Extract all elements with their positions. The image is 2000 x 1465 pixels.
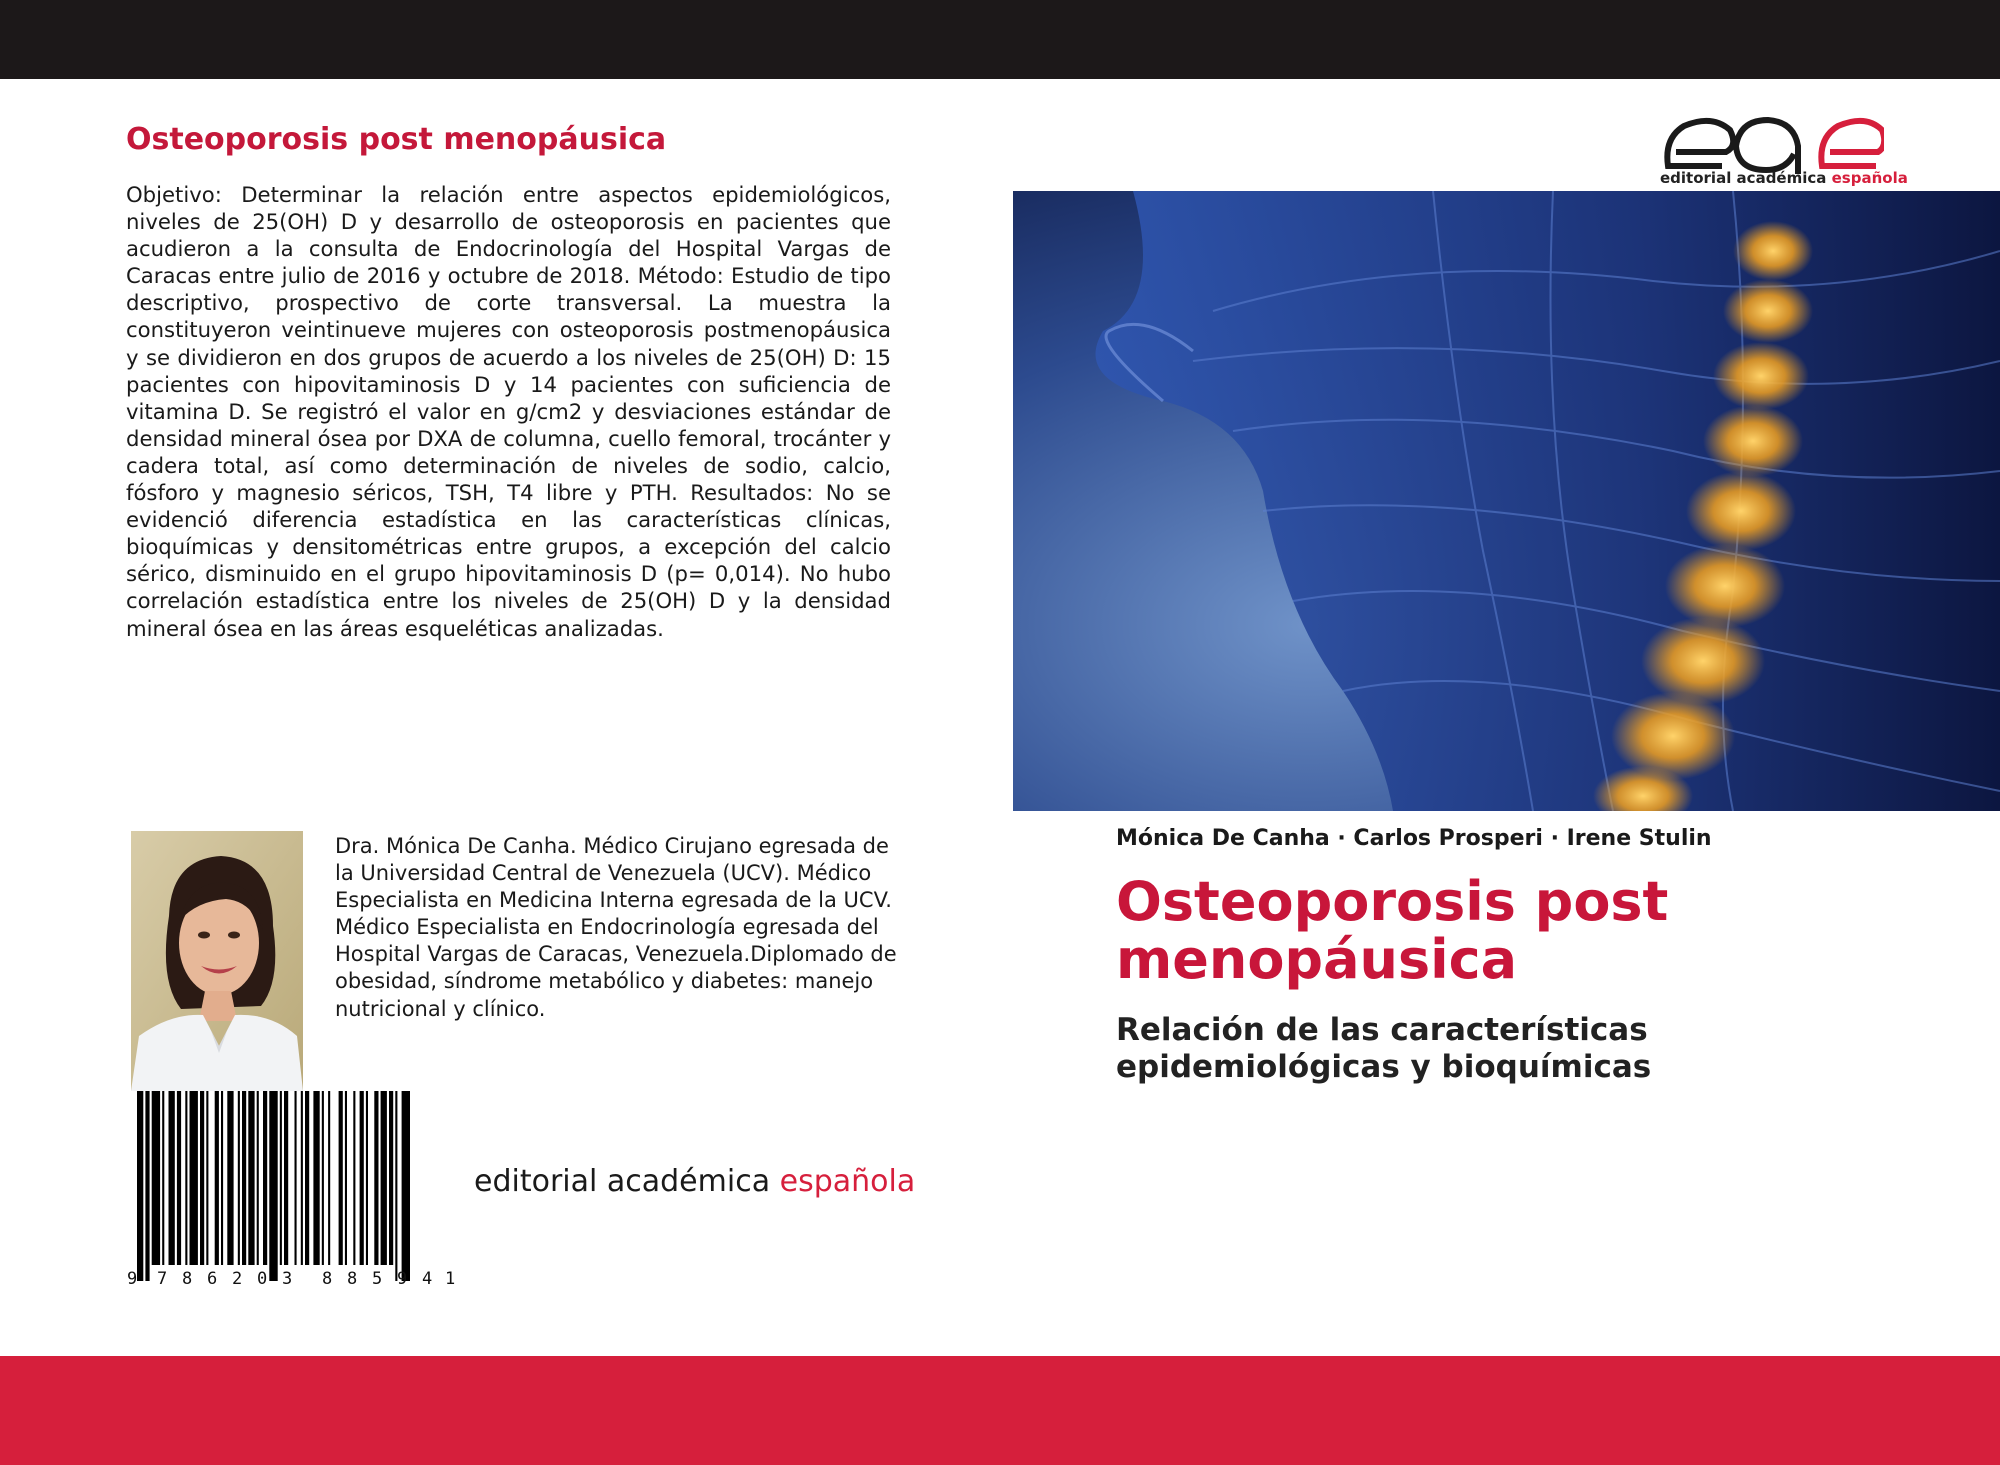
- barcode-bar: [248, 1091, 254, 1265]
- logo-caption-accent: española: [1831, 169, 1908, 187]
- isbn-digit: 5: [372, 1269, 383, 1289]
- barcode-bar: [366, 1091, 368, 1265]
- isbn-digit: 8: [347, 1269, 358, 1289]
- back-publisher-name: [474, 1164, 915, 1199]
- barcode-bar: [360, 1091, 364, 1265]
- barcode-bar: [200, 1091, 204, 1265]
- author-bio: Dra. Mónica De Canha. Médico Cirujano egresada de la Universidad Central de Venezuela (UCV). Médico Especialista en Medicina Interna egresada de la UCV. Médico Especialista en Endocrinología egresada del Hospital Vargas de Caracas, Venezuela.Diplomado de obesidad, síndrome metabólico y diabetes: manejo nutricional y clínico.: [335, 834, 897, 1021]
- barcode-bar: [381, 1091, 387, 1265]
- logo-caption: [1660, 169, 1908, 187]
- isbn-digit: 7: [157, 1269, 168, 1289]
- barcode-bar: [339, 1091, 343, 1265]
- isbn-digit: 1: [445, 1269, 456, 1289]
- isbn-digit: 2: [232, 1269, 243, 1289]
- barcode-bar: [185, 1091, 187, 1265]
- barcode-bar: [295, 1091, 297, 1265]
- top-bar: [0, 0, 2000, 79]
- barcode-bar: [374, 1091, 378, 1265]
- barcode-bar: [322, 1091, 324, 1265]
- barcode-bar: [238, 1091, 240, 1265]
- barcode-bar: [284, 1091, 288, 1265]
- barcode-bar: [389, 1091, 393, 1265]
- isbn-digit: 8: [182, 1269, 193, 1289]
- isbn-digit: 8: [322, 1269, 333, 1289]
- front-authors: Mónica De Canha · Carlos Prosperi · Irene Stulin: [1116, 826, 1712, 851]
- barcode-bar: [137, 1091, 143, 1281]
- isbn-digit: 6: [207, 1269, 218, 1289]
- front-cover-title: Osteoporosis post menopáusica: [1116, 870, 1669, 991]
- barcode-bar: [242, 1091, 246, 1265]
- barcode-bar: [162, 1091, 164, 1265]
- barcode-bar: [227, 1091, 233, 1265]
- barcode-bar: [345, 1091, 347, 1265]
- publisher-main-text: editorial académica: [474, 1164, 771, 1199]
- back-cover-abstract: Objetivo: Determinar la relación entre aspectos epidemiológicos, niveles de 25(OH) D y desarrollo de osteoporosis en pacientes que acudieron a la consulta de Endocrinología del Hospital Vargas de Caracas entre julio de 2016 y octubre de 2018. Método: Estudio de tipo descriptivo, prospectivo de corte transversal. La muestra la constituyeron veintinueve mujeres con osteoporosis postmenopáusica y se dividieron en dos grupos de acuerdo a los niveles de 25(OH) D: 15 pacientes con hipovitaminosis D y 14 pacientes con suficiencia de vitamina D. Se registró el valor en g/cm2 y desviaciones estándar de densidad mineral ósea por DXA de columna, cuello femoral, trocánter y cadera total, así como determinación de niveles de sodio, calcio, fósforo y magnesio séricos, TSH, T4 libre y PTH. Resultados: No se evidenció diferencia estadística en las características clínicas, bioquímicas y densitométricas entre grupos, a excepción del calcio sérico, disminuido en el grupo hipovitaminosis D (p= 0,014). No hubo correlación estadística entre los niveles de 25(OH) D y la densidad mineral ósea en las áreas esqueléticas analizadas.: [126, 182, 891, 641]
- barcode-bar: [169, 1091, 175, 1265]
- isbn-digit: 3: [282, 1269, 293, 1289]
- barcode-bar: [177, 1091, 181, 1265]
- barcode-bar: [353, 1091, 355, 1265]
- barcode-bar: [263, 1091, 267, 1265]
- back-cover-title: Osteoporosis post menopáusica: [126, 122, 667, 157]
- barcode-bar: [395, 1091, 397, 1281]
- isbn-digit: 4: [422, 1269, 433, 1289]
- cover-illustration: [1013, 191, 2000, 811]
- barcode-bar: [206, 1091, 208, 1265]
- front-cover-subtitle: Relación de las características epidemiológicas y bioquímicas: [1116, 1012, 1652, 1085]
- barcode-bar: [328, 1091, 330, 1265]
- isbn-barcode: [127, 1091, 457, 1291]
- barcode-bar: [313, 1091, 319, 1265]
- barcode-bar: [152, 1091, 160, 1265]
- isbn-digit: 9: [397, 1269, 408, 1289]
- barcode-bar: [305, 1091, 309, 1265]
- isbn-digit: 0: [257, 1269, 268, 1289]
- barcode-bar: [257, 1091, 259, 1265]
- barcode-bar: [269, 1091, 277, 1281]
- barcode-bar: [190, 1091, 198, 1265]
- publisher-accent-text: española: [779, 1164, 916, 1199]
- barcode-bar: [221, 1091, 223, 1265]
- isbn-digit: 9: [127, 1269, 138, 1289]
- barcode-bar: [280, 1091, 282, 1265]
- barcode-bar: [402, 1091, 410, 1281]
- barcode-bar: [301, 1091, 303, 1265]
- author-photo: [131, 831, 303, 1091]
- barcode-bar: [215, 1091, 219, 1265]
- bottom-bar: [0, 1356, 2000, 1465]
- logo-caption-main: editorial académica: [1660, 169, 1827, 187]
- barcode-bar: [145, 1091, 149, 1281]
